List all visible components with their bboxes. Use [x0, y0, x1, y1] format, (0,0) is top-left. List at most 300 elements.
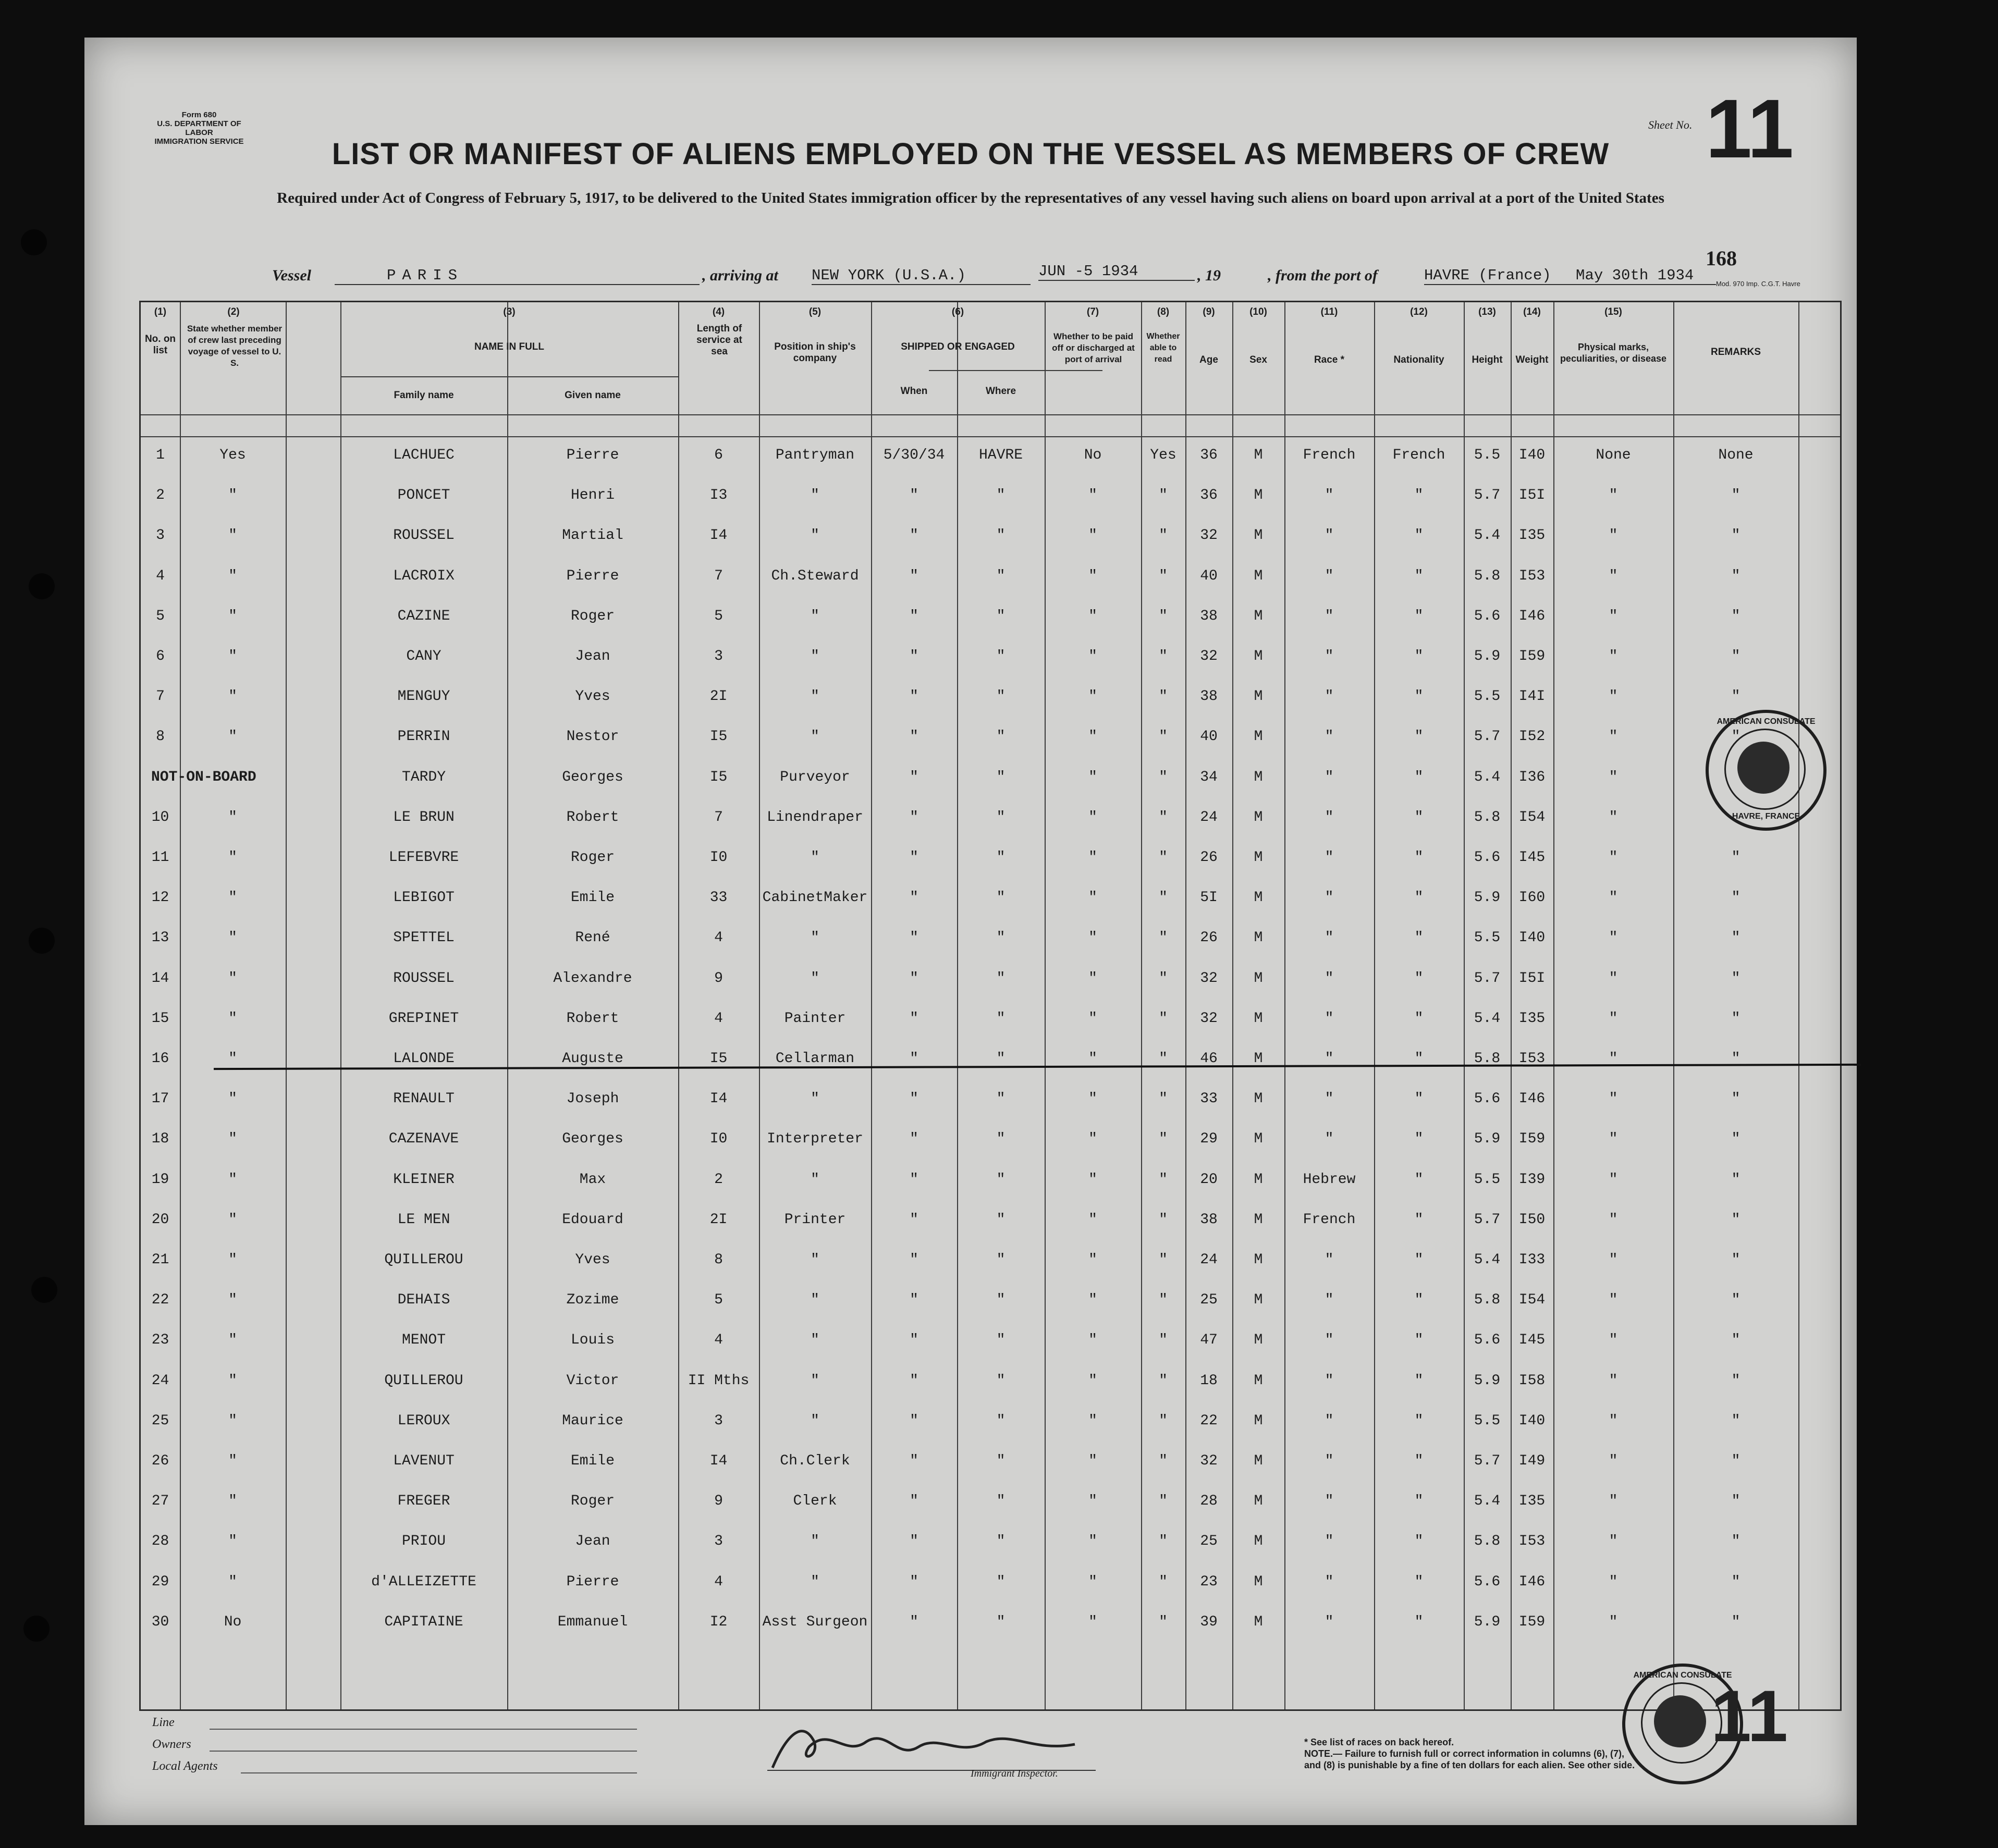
- cell-sex: M: [1254, 487, 1263, 504]
- crew-table: [139, 301, 1842, 1711]
- cell-weight: I59: [1518, 1131, 1546, 1148]
- cell-nat: ": [1414, 1533, 1424, 1550]
- cell-race: ": [1325, 1372, 1334, 1389]
- cell-family: ROUSSEL: [393, 527, 455, 544]
- document-subtitle: Required under Act of Congress of February 5, 1917, to be delivered to the United States immigration officer by the representatives of any vessel having such aliens on board upon arrival at a port of the United States: [277, 190, 1664, 206]
- cell-nat: ": [1414, 1613, 1424, 1630]
- cell-race: ": [1325, 568, 1334, 584]
- cell-when: ": [910, 1372, 918, 1389]
- cell-service: 8: [714, 1252, 723, 1268]
- cell-nat: ": [1414, 1332, 1424, 1349]
- cell-position: Ch.Steward: [771, 568, 859, 584]
- col-number-10: (10): [1249, 306, 1267, 317]
- cell-nat: ": [1414, 1171, 1424, 1188]
- cell-marks: ": [1609, 1131, 1618, 1148]
- cell-no: 13: [151, 930, 169, 946]
- cell-nat: French: [1392, 447, 1445, 463]
- cell-height: 5.5: [1474, 688, 1501, 705]
- cell-height: 5.5: [1474, 447, 1501, 463]
- cell-remarks: ": [1731, 890, 1740, 906]
- cell-weight: I35: [1518, 527, 1546, 544]
- cell-remarks: ": [1731, 1252, 1740, 1268]
- cell-given: Emile: [570, 890, 615, 906]
- arrival-date: JUN -5 1934: [1038, 263, 1195, 281]
- cell-height: 5.9: [1474, 890, 1501, 906]
- cell-prev: ": [228, 1051, 237, 1067]
- cell-service: 9: [714, 1493, 723, 1510]
- cell-prev: ": [228, 1372, 237, 1389]
- cell-remarks: ": [1731, 970, 1740, 987]
- cell-family: CAZENAVE: [388, 1131, 459, 1148]
- cell-where: ": [996, 1372, 1006, 1389]
- cell-marks: ": [1609, 1332, 1618, 1349]
- cell-no: 11: [151, 849, 169, 866]
- cell-sex: M: [1254, 890, 1263, 906]
- cell-marks: ": [1609, 970, 1618, 987]
- cell-age: 18: [1200, 1372, 1218, 1389]
- stamp-text-top: AMERICAN CONSULATE: [1717, 717, 1816, 726]
- cell-position: ": [811, 1171, 819, 1188]
- cell-remarks: ": [1731, 1332, 1740, 1349]
- cell-marks: ": [1609, 769, 1618, 785]
- col-number-4: (4): [712, 306, 725, 317]
- sheet-label: Sheet No.: [1648, 118, 1693, 131]
- cell-given: Louis: [570, 1332, 615, 1349]
- cell-service: 4: [714, 1573, 723, 1590]
- cell-service: I5: [709, 769, 728, 785]
- cell-given: Roger: [570, 608, 615, 624]
- cell-age: 22: [1200, 1412, 1218, 1429]
- cell-height: 5.6: [1474, 608, 1501, 624]
- cell-height: 5.7: [1474, 1453, 1501, 1469]
- cell-weight: I4I: [1518, 688, 1546, 705]
- cell-height: 5.8: [1474, 1051, 1501, 1067]
- cell-no: 23: [151, 1332, 169, 1349]
- cell-read: ": [1159, 930, 1168, 946]
- cell-height: 5.7: [1474, 1211, 1501, 1228]
- cell-paid: ": [1088, 1252, 1097, 1268]
- cell-race: ": [1325, 527, 1334, 544]
- cell-remarks: ": [1731, 1131, 1740, 1148]
- col-number-3: (3): [503, 306, 516, 317]
- cell-marks: ": [1609, 1010, 1618, 1027]
- cell-position: ": [811, 648, 819, 664]
- cell-paid: ": [1088, 487, 1097, 504]
- cell-paid: ": [1088, 809, 1097, 826]
- cell-paid: ": [1088, 1051, 1097, 1067]
- cell-given: Max: [579, 1171, 606, 1188]
- cell-marks: ": [1609, 688, 1618, 705]
- cell-no: 5: [156, 608, 165, 624]
- cell-nat: ": [1414, 1412, 1424, 1429]
- cell-no: 25: [151, 1412, 169, 1429]
- cell-service: II Mths: [688, 1372, 750, 1389]
- cell-sex: M: [1254, 1573, 1263, 1590]
- cell-family: d'ALLEIZETTE: [371, 1573, 476, 1590]
- cell-read: ": [1159, 1131, 1168, 1148]
- cell-weight: I45: [1518, 1332, 1546, 1349]
- cell-weight: I35: [1518, 1010, 1546, 1027]
- cell-nat: ": [1414, 890, 1424, 906]
- cell-race: ": [1325, 1533, 1334, 1550]
- cell-no: 16: [151, 1051, 169, 1067]
- cell-age: 38: [1200, 1211, 1218, 1228]
- cell-weight: I59: [1518, 1613, 1546, 1630]
- cell-age: 20: [1200, 1171, 1218, 1188]
- cell-nat: ": [1414, 1573, 1424, 1590]
- cell-service: 4: [714, 930, 723, 946]
- cell-service: 3: [714, 648, 723, 664]
- cell-where: ": [996, 729, 1006, 745]
- cell-service: 5: [714, 608, 723, 624]
- cell-no: 20: [151, 1211, 169, 1228]
- page-count: 168: [1706, 247, 1737, 270]
- cell-given: Joseph: [566, 1091, 619, 1107]
- cell-given: Maurice: [562, 1412, 623, 1429]
- cell-height: 5.9: [1474, 648, 1501, 664]
- cell-age: 38: [1200, 688, 1218, 705]
- cell-position: ": [811, 1332, 819, 1349]
- cell-weight: I60: [1518, 890, 1546, 906]
- cell-where: ": [996, 1332, 1006, 1349]
- cell-weight: I46: [1518, 1573, 1546, 1590]
- cell-sex: M: [1254, 648, 1263, 664]
- cell-race: ": [1325, 688, 1334, 705]
- cell-where: ": [996, 849, 1006, 866]
- cell-position: ": [811, 1372, 819, 1389]
- cell-no: 22: [151, 1292, 169, 1309]
- cell-sex: M: [1254, 1051, 1263, 1067]
- cell-position: ": [811, 970, 819, 987]
- cell-where: ": [996, 1292, 1006, 1309]
- cell-prev: No: [224, 1613, 242, 1630]
- cell-when: ": [910, 1493, 918, 1510]
- cell-read: ": [1159, 688, 1168, 705]
- cell-sex: M: [1254, 608, 1263, 624]
- print-mark: Mod. 970 Imp. C.G.T. Havre: [1716, 280, 1800, 288]
- cell-position: ": [811, 608, 819, 624]
- cell-where: ": [996, 1091, 1006, 1107]
- cell-when: ": [910, 890, 918, 906]
- agents-rule: [241, 1772, 637, 1773]
- cell-marks: ": [1609, 1091, 1618, 1107]
- cell-given: Emile: [570, 1453, 615, 1469]
- cell-marks: ": [1609, 568, 1618, 584]
- cell-no: 30: [151, 1613, 169, 1630]
- cell-prev: ": [228, 688, 237, 705]
- eagle-seal-icon: [1737, 742, 1789, 794]
- cell-family: LAVENUT: [393, 1453, 455, 1469]
- punch-hole: [29, 573, 55, 599]
- cell-prev: ": [228, 890, 237, 906]
- cell-read: ": [1159, 1453, 1168, 1469]
- cell-height: 5.8: [1474, 568, 1501, 584]
- cell-weight: I5I: [1518, 487, 1546, 504]
- cell-remarks: ": [1731, 568, 1740, 584]
- cell-where: ": [996, 890, 1006, 906]
- header-position: Position in ship's company: [774, 341, 856, 364]
- cell-nat: ": [1414, 527, 1424, 544]
- cell-given: Georges: [562, 769, 623, 785]
- cell-race: ": [1325, 809, 1334, 826]
- cell-weight: I53: [1518, 1533, 1546, 1550]
- cell-service: 9: [714, 970, 723, 987]
- cell-prev: ": [228, 1252, 237, 1268]
- cell-height: 5.6: [1474, 849, 1501, 866]
- cell-where: ": [996, 1453, 1006, 1469]
- cell-read: ": [1159, 1211, 1168, 1228]
- col-number-5: (5): [808, 306, 822, 317]
- cell-paid: ": [1088, 970, 1097, 987]
- cell-no: 7: [156, 688, 165, 705]
- cell-sex: M: [1254, 809, 1263, 826]
- cell-sex: M: [1254, 970, 1263, 987]
- cell-where: ": [996, 1171, 1006, 1188]
- cell-nat: ": [1414, 648, 1424, 664]
- cell-read: ": [1159, 1051, 1168, 1067]
- col-number-15: (15): [1604, 306, 1622, 317]
- cell-weight: I36: [1518, 769, 1546, 785]
- cell-prev: ": [228, 1453, 237, 1469]
- cell-paid: ": [1088, 930, 1097, 946]
- cell-prev: ": [228, 1211, 237, 1228]
- cell-service: 6: [714, 447, 723, 463]
- cell-read: ": [1159, 1573, 1168, 1590]
- cell-family: LACROIX: [393, 568, 455, 584]
- cell-when: ": [910, 970, 918, 987]
- cell-family: CAZINE: [397, 608, 450, 624]
- cell-weight: I49: [1518, 1453, 1546, 1469]
- cell-position: ": [811, 1573, 819, 1590]
- cell-marks: ": [1609, 1412, 1618, 1429]
- cell-weight: I39: [1518, 1171, 1546, 1188]
- cell-when: ": [910, 769, 918, 785]
- cell-paid: ": [1088, 688, 1097, 705]
- cell-read: ": [1159, 1412, 1168, 1429]
- cell-remarks: ": [1731, 487, 1740, 504]
- cell-when: ": [910, 1613, 918, 1630]
- cell-family: LEBIGOT: [393, 890, 455, 906]
- cell-age: 36: [1200, 447, 1218, 463]
- stamp-text-bottom: HAVRE, FRANCE: [1732, 812, 1800, 821]
- cell-where: ": [996, 1211, 1006, 1228]
- cell-family: MENOT: [401, 1332, 446, 1349]
- col-number-14: (14): [1523, 306, 1541, 317]
- cell-marks: ": [1609, 1372, 1618, 1389]
- header-remarks: REMARKS: [1710, 347, 1761, 358]
- cell-family: TARDY: [401, 769, 446, 785]
- cell-remarks: None: [1718, 447, 1754, 463]
- cell-prev: ": [228, 1332, 237, 1349]
- cell-position: Cellarman: [775, 1051, 855, 1067]
- cell-age: 36: [1200, 487, 1218, 504]
- cell-read: Yes: [1150, 447, 1176, 463]
- cell-age: 34: [1200, 769, 1218, 785]
- cell-given: Yves: [575, 1252, 610, 1268]
- cell-nat: ": [1414, 1051, 1424, 1067]
- cell-weight: I40: [1518, 930, 1546, 946]
- cell-height: 5.9: [1474, 1613, 1501, 1630]
- cell-read: ": [1159, 1372, 1168, 1389]
- cell-race: ": [1325, 1453, 1334, 1469]
- cell-read: ": [1159, 487, 1168, 504]
- cell-remarks: ": [1731, 1493, 1740, 1510]
- cell-when: ": [910, 688, 918, 705]
- cell-paid: ": [1088, 1292, 1097, 1309]
- cell-nat: ": [1414, 688, 1424, 705]
- cell-height: 5.5: [1474, 1412, 1501, 1429]
- cell-family: KLEINER: [393, 1171, 455, 1188]
- cell-marks: ": [1609, 1453, 1618, 1469]
- cell-service: 5: [714, 1292, 723, 1309]
- cell-given: Pierre: [566, 1573, 619, 1590]
- cell-position: Clerk: [793, 1493, 837, 1510]
- cell-race: ": [1325, 1051, 1334, 1067]
- cell-position: ": [811, 487, 819, 504]
- cell-weight: I53: [1518, 1051, 1546, 1067]
- cell-sex: M: [1254, 1292, 1263, 1309]
- cell-height: 5.4: [1474, 1252, 1501, 1268]
- cell-family: DEHAIS: [397, 1292, 450, 1309]
- cell-prev: ": [228, 930, 237, 946]
- cell-remarks: ": [1731, 527, 1740, 544]
- cell-weight: I54: [1518, 809, 1546, 826]
- cell-position: CabinetMaker: [762, 890, 868, 906]
- cell-when: ": [910, 1131, 918, 1148]
- cell-nat: ": [1414, 1211, 1424, 1228]
- cell-no: 24: [151, 1372, 169, 1389]
- cell-height: 5.8: [1474, 1292, 1501, 1309]
- service-name: IMMIGRATION SERVICE: [154, 137, 244, 146]
- cell-marks: ": [1609, 487, 1618, 504]
- cell-read: ": [1159, 1332, 1168, 1349]
- cell-where: ": [996, 1131, 1006, 1148]
- cell-height: 5.7: [1474, 729, 1501, 745]
- cell-read: ": [1159, 1613, 1168, 1630]
- cell-family: FREGER: [397, 1493, 450, 1510]
- stamp-text-top: AMERICAN CONSULATE: [1633, 1671, 1732, 1680]
- cell-nat: ": [1414, 1493, 1424, 1510]
- cell-sex: M: [1254, 1010, 1263, 1027]
- cell-prev: ": [228, 1010, 237, 1027]
- cell-prev: ": [228, 1573, 237, 1590]
- cell-remarks: ": [1731, 1412, 1740, 1429]
- cell-read: ": [1159, 890, 1168, 906]
- cell-paid: ": [1088, 890, 1097, 906]
- footnote-penalty: NOTE.— Failure to furnish full or correct information in columns (6), (7), and (8) is punishable by a fine of ten dollars for each alien. See other side.: [1304, 1748, 1635, 1770]
- cell-sex: M: [1254, 1252, 1263, 1268]
- owners-rule: [210, 1751, 637, 1752]
- cell-where: ": [996, 1493, 1006, 1510]
- punch-hole: [23, 1616, 50, 1642]
- cell-service: 4: [714, 1332, 723, 1349]
- cell-marks: ": [1609, 1171, 1618, 1188]
- cell-position: ": [811, 729, 819, 745]
- cell-no: 29: [151, 1573, 169, 1590]
- cell-read: ": [1159, 809, 1168, 826]
- cell-nat: ": [1414, 608, 1424, 624]
- cell-sex: M: [1254, 1131, 1263, 1148]
- cell-service: I4: [709, 527, 728, 544]
- cell-race: ": [1325, 1091, 1334, 1107]
- cell-position: Ch.Clerk: [780, 1453, 850, 1469]
- cell-remarks: ": [1731, 1091, 1740, 1107]
- cell-no: 3: [156, 527, 165, 544]
- cell-where: ": [996, 487, 1006, 504]
- col-number-12: (12): [1410, 306, 1428, 317]
- cell-sex: M: [1254, 1493, 1263, 1510]
- cell-paid: ": [1088, 1091, 1097, 1107]
- cell-weight: I33: [1518, 1252, 1546, 1268]
- cell-weight: I46: [1518, 608, 1546, 624]
- cell-marks: ": [1609, 608, 1618, 624]
- cell-race: Hebrew: [1303, 1171, 1356, 1188]
- cell-race: ": [1325, 769, 1334, 785]
- cell-family: ROUSSEL: [393, 970, 455, 987]
- cell-sex: M: [1254, 1332, 1263, 1349]
- cell-read: ": [1159, 970, 1168, 987]
- cell-height: 5.5: [1474, 1171, 1501, 1188]
- cell-marks: ": [1609, 1051, 1618, 1067]
- col-number-1: (1): [154, 306, 167, 317]
- cell-family: PRIOU: [401, 1533, 446, 1550]
- cell-remarks: ": [1731, 1372, 1740, 1389]
- cell-paid: ": [1088, 648, 1097, 664]
- cell-read: ": [1159, 1252, 1168, 1268]
- cell-read: ": [1159, 1091, 1168, 1107]
- cell-remarks: ": [1731, 1533, 1740, 1550]
- cell-where: ": [996, 970, 1006, 987]
- cell-age: 32: [1200, 648, 1218, 664]
- cell-service: I5: [709, 729, 728, 745]
- cell-read: ": [1159, 769, 1168, 785]
- header-no-on-list: No. on list: [144, 334, 176, 356]
- cell-paid: ": [1088, 1332, 1097, 1349]
- cell-family: LE BRUN: [393, 809, 455, 826]
- cell-read: ": [1159, 1292, 1168, 1309]
- cell-paid: ": [1088, 729, 1097, 745]
- cell-paid: ": [1088, 1171, 1097, 1188]
- header-length-of-service: Length of service at sea: [696, 323, 742, 357]
- cell-given: Henri: [570, 487, 615, 504]
- cell-position: ": [811, 1252, 819, 1268]
- cell-age: 25: [1200, 1292, 1218, 1309]
- cell-marks: ": [1609, 1613, 1618, 1630]
- col-number-13: (13): [1478, 306, 1496, 317]
- cell-position: Printer: [784, 1211, 846, 1228]
- header-name-in-full: NAME IN FULL: [474, 341, 545, 352]
- cell-prev: ": [228, 648, 237, 664]
- cell-marks: ": [1609, 930, 1618, 946]
- cell-height: 5.8: [1474, 1533, 1501, 1550]
- cell-race: ": [1325, 1573, 1334, 1590]
- cell-position: ": [811, 930, 819, 946]
- cell-paid: ": [1088, 1010, 1097, 1027]
- cell-service: I4: [709, 1091, 728, 1107]
- cell-marks: ": [1609, 729, 1618, 745]
- cell-sex: M: [1254, 729, 1263, 745]
- col-number-9: (9): [1203, 306, 1215, 317]
- cell-given: Yves: [575, 688, 610, 705]
- cell-height: 5.9: [1474, 1372, 1501, 1389]
- cell-given: Georges: [562, 1131, 623, 1148]
- cell-no: NOT-ON-BOARD: [151, 769, 256, 785]
- cell-where: ": [996, 1533, 1006, 1550]
- cell-sex: M: [1254, 1613, 1263, 1630]
- header-weight: Weight: [1515, 354, 1549, 365]
- punch-hole: [31, 1277, 57, 1303]
- cell-sex: M: [1254, 1372, 1263, 1389]
